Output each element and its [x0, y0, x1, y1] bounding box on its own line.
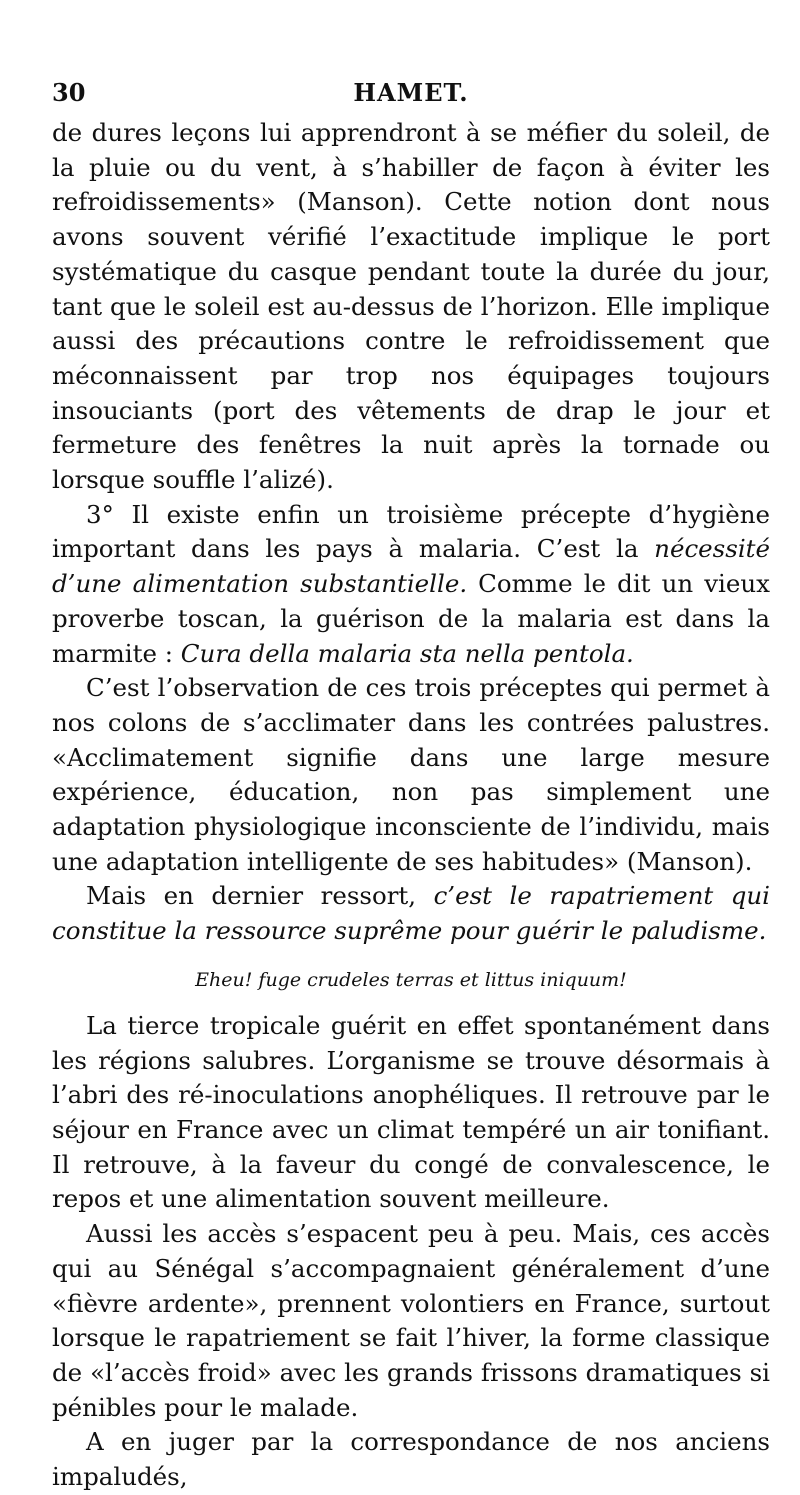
paragraph-2 — [52, 498, 770, 672]
paragraph-4 — [52, 879, 770, 948]
paragraph-7: A en juger par la correspondance de nos anciens impaludés, — [52, 1427, 770, 1492]
paragraph-4-emphasis: c’est le rapatriement qui constitue la ressource suprême pour guérir le paludisme. — [52, 881, 771, 946]
epigraph: Eheu! fuge crudeles terras et littus iniquum! — [195, 968, 627, 991]
paragraph-2-emphasis: nécessité d’une alimentation substantielle. — [52, 534, 770, 599]
page-header — [52, 78, 770, 112]
paragraph-3: C’est l’observation de ces trois préceptes qui permet à nos colons de s’acclimater dans les contrées palustres. «Acclimatement signifie dans une large mesure expérience, éducation, non pas simplement une adaptation physiologique inconsciente de l’individu, mais une adaptation intelligente de ses habitudes» (Manson). — [52, 673, 770, 876]
paragraph-2-text-b: Comme le dit un vieux proverbe toscan, la guérison de la malaria est dans la marmite : — [52, 569, 770, 668]
paragraph-2-latin-phrase: Cura della malaria sta nella pentola. — [180, 638, 634, 668]
page-body — [52, 116, 770, 1495]
page-number: 30 — [52, 78, 86, 107]
paragraph-4-text: Mais en dernier ressort, — [86, 881, 434, 911]
paragraph-6: Aussi les accès s’espacent peu à peu. Mais, ces accès qui au Sénégal s’accompagnaient généralement d’une «fièvre ardente», prennent volontiers en France, surtout lorsque le rapatriement se fait l’hiver, la forme classique de «l’accès froid» avec les grands frissons dramatiques si pénibles pour le malade. — [52, 1219, 770, 1422]
paragraph-1: de dures leçons lui apprendront à se méfier du soleil, de la pluie ou du vent, à s’habiller de façon à éviter les refroidissements» (Manson). Cette notion dont nous avons souvent vérifié l’exactitude implique le port systématique du casque pendant toute la durée du jour, tant que le soleil est au-dessus de l’horizon. Elle implique aussi des précautions contre le refroidissement que méconnaissent par trop nos équipages toujours insouciants (port des vêtements de drap le jour et fermeture des fenêtres la nuit après la tornade ou lorsque souffle l’alizé). — [52, 118, 770, 495]
running-title: HAMET. — [353, 78, 469, 107]
paragraph-5: La tierce tropicale guérit en effet spontanément dans les régions salubres. L’organisme se trouve désormais à l’abri des ré-inoculations anophéliques. Il retrouve par le séjour en France avec un climat tempéré un air tonifiant. Il retrouve, à la faveur du congé de convalescence, le repos et une alimentation souvent meilleure. — [52, 1010, 770, 1214]
paragraph-2-text-a: 3° Il existe enfin un troisième précepte d’hygiène important dans les pays à malaria. C’est la — [52, 499, 770, 564]
